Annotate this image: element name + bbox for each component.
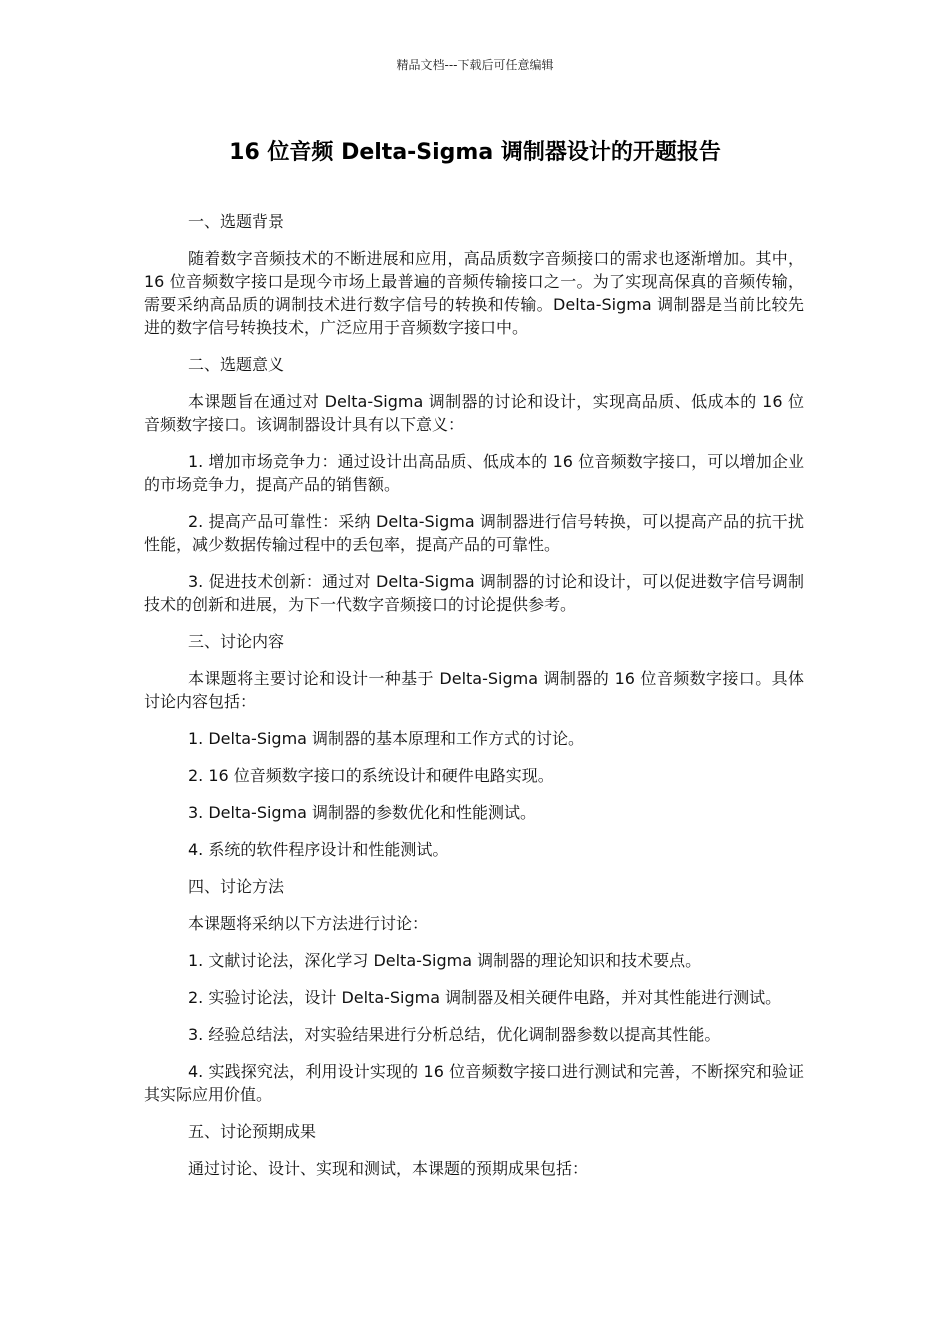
paragraph: 本课题将采纳以下方法进行讨论： bbox=[188, 914, 429, 933]
section-heading: 五、讨论预期成果 bbox=[188, 1122, 317, 1141]
list-item: 4. 实践探究法，利用设计实现的 16 位音频数字接口进行测试和完善，不断探究和验证其实际应用价值。 bbox=[144, 1062, 804, 1104]
list-item: 2. 实验讨论法，设计 Delta-Sigma 调制器及相关硬件电路，并对其性能进行测试。 bbox=[188, 988, 782, 1007]
section-heading: 一、选题背景 bbox=[188, 212, 285, 231]
paragraph: 本课题旨在通过对 Delta-Sigma 调制器的讨论和设计，实现高品质、低成本的 16 位音频数字接口。该调制器设计具有以下意义： bbox=[144, 392, 804, 434]
paragraph: 本课题将主要讨论和设计一种基于 Delta-Sigma 调制器的 16 位音频数字接口。具体讨论内容包括： bbox=[144, 669, 804, 711]
paragraph: 随着数字音频技术的不断进展和应用，高品质数字音频接口的需求也逐渐增加。其中，16 位音频数字接口是现今市场上最普遍的音频传输接口之一。为了实现高保真的音频传输，需要采纳高品质的调制技术进行数字信号的转换和传输。Delta-Sigma 调制器是当前比较先进的数字信号转换技术，广泛应用于音频数字接口中。 bbox=[144, 249, 804, 337]
section-heading: 三、讨论内容 bbox=[188, 632, 285, 651]
document-body bbox=[144, 210, 804, 1194]
list-item: 1. 增加市场竞争力：通过设计出高品质、低成本的 16 位音频数字接口，可以增加企业的市场竞争力，提高产品的销售额。 bbox=[144, 452, 804, 494]
list-item: 1. Delta-Sigma 调制器的基本原理和工作方式的讨论。 bbox=[188, 729, 585, 748]
list-item: 2. 提高产品可靠性：采纳 Delta-Sigma 调制器进行信号转换，可以提高产品的抗干扰性能，减少数据传输过程中的丢包率，提高产品的可靠性。 bbox=[144, 512, 804, 554]
list-item: 4. 系统的软件程序设计和性能测试。 bbox=[188, 840, 449, 859]
document-title: 16 位音频 Delta-Sigma 调制器设计的开题报告 bbox=[229, 140, 721, 165]
list-item: 3. 经验总结法，对实验结果进行分析总结，优化调制器参数以提高其性能。 bbox=[188, 1025, 721, 1044]
section-heading: 四、讨论方法 bbox=[188, 877, 285, 896]
list-item: 1. 文献讨论法，深化学习 Delta-Sigma 调制器的理论知识和技术要点。 bbox=[188, 951, 702, 970]
section-heading: 二、选题意义 bbox=[188, 355, 285, 374]
list-item: 3. Delta-Sigma 调制器的参数优化和性能测试。 bbox=[188, 803, 537, 822]
paragraph: 通过讨论、设计、实现和测试，本课题的预期成果包括： bbox=[188, 1159, 589, 1178]
list-item: 3. 促进技术创新：通过对 Delta-Sigma 调制器的讨论和设计，可以促进数字信号调制技术的创新和进展，为下一代数字音频接口的讨论提供参考。 bbox=[144, 572, 804, 614]
list-item: 2. 16 位音频数字接口的系统设计和硬件电路实现。 bbox=[188, 766, 554, 785]
page-header: 精品文档---下载后可任意编辑 bbox=[396, 58, 554, 72]
